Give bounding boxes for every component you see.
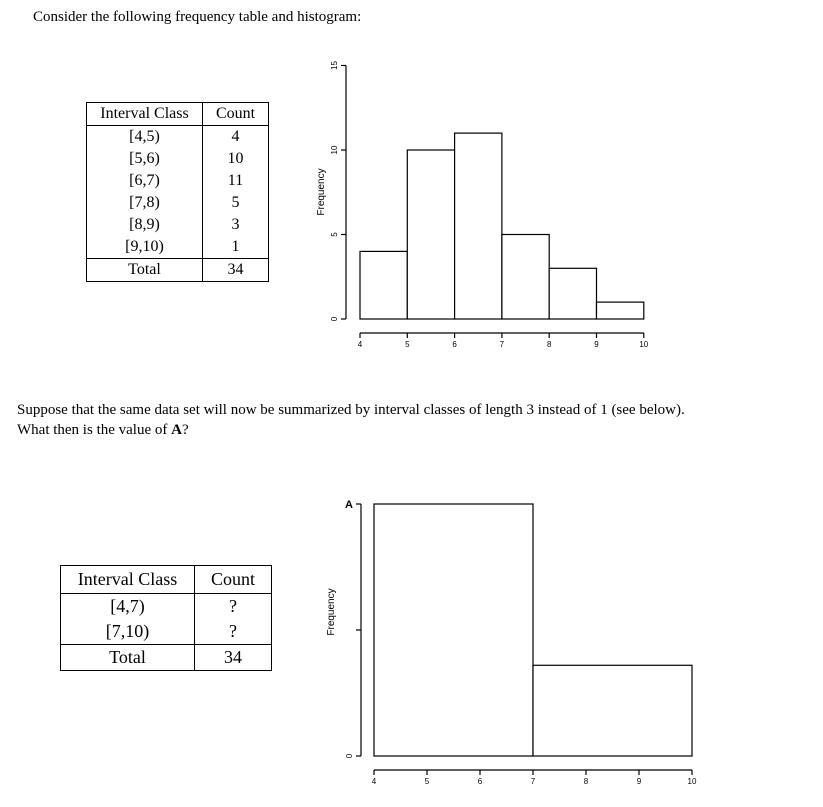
col-header-count: Count — [203, 103, 269, 126]
x-tick-label: 5 — [405, 340, 410, 349]
total-count: 34 — [203, 259, 269, 282]
question-text-before: Suppose that the same data set will now be summarized by interval classes of length 3 instead of 1 (see below). What then is the value of — [17, 402, 685, 438]
x-tick-label: 6 — [452, 340, 457, 349]
interval-cell: [5,6) — [87, 148, 203, 170]
y-axis-label: Frequency — [316, 168, 327, 216]
total-count: 34 — [195, 645, 272, 671]
x-tick-label: 8 — [583, 777, 589, 786]
x-tick-label: 10 — [687, 777, 697, 786]
count-cell: 3 — [203, 214, 269, 236]
count-cell: 4 — [203, 126, 269, 149]
count-cell: 10 — [203, 148, 269, 170]
col-header-count: Count — [195, 566, 272, 594]
count-cell: 11 — [203, 170, 269, 192]
total-label: Total — [87, 259, 203, 282]
interval-cell: [8,9) — [87, 214, 203, 236]
question-variable: A — [171, 422, 182, 438]
col-header-interval: Interval Class — [87, 103, 203, 126]
question-text-after: ? — [181, 422, 189, 438]
x-tick-label: 10 — [639, 340, 649, 349]
y-tick-label: 15 — [330, 61, 339, 70]
interval-cell: [4,5) — [87, 126, 203, 149]
intro-text: Consider the following frequency table and histogram: — [33, 9, 362, 25]
x-tick-label: 9 — [594, 340, 599, 349]
x-tick-label: 4 — [371, 777, 377, 786]
y-tick-label: 0 — [330, 316, 339, 322]
x-tick-label: 7 — [499, 340, 505, 349]
x-tick-label: 7 — [530, 777, 536, 786]
interval-cell: [9,10) — [87, 236, 203, 259]
x-tick-label: 5 — [424, 777, 430, 786]
total-label: Total — [61, 645, 195, 671]
count-cell: ? — [195, 619, 272, 645]
x-tick-label: 9 — [636, 777, 642, 786]
y-tick-label: 5 — [330, 232, 339, 237]
x-tick-label: 4 — [357, 340, 363, 349]
y-tick-label-A: A — [345, 499, 353, 511]
interval-cell: [7,10) — [61, 619, 195, 645]
y-tick-label: 10 — [330, 145, 339, 155]
histogram-bar — [533, 665, 692, 756]
count-cell: ? — [195, 594, 272, 620]
x-tick-label: 6 — [477, 777, 483, 786]
interval-cell: [4,7) — [61, 594, 195, 620]
x-tick-label: 8 — [546, 340, 552, 349]
y-tick-label: 0 — [345, 753, 354, 759]
count-cell: 5 — [203, 192, 269, 214]
y-axis-label: Frequency — [326, 588, 337, 636]
interval-cell: [7,8) — [87, 192, 203, 214]
count-cell: 1 — [203, 236, 269, 259]
col-header-interval: Interval Class — [61, 566, 195, 594]
interval-cell: [6,7) — [87, 170, 203, 192]
histogram-bar — [374, 504, 533, 756]
